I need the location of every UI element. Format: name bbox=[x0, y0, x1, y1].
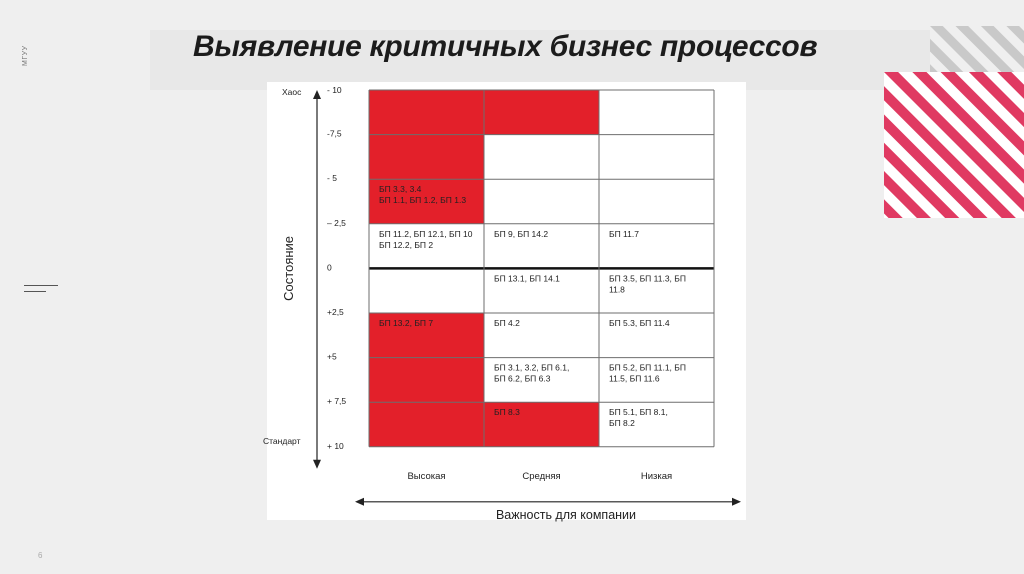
y-tick-label: +5 bbox=[327, 351, 337, 362]
x-category-label: Средняя bbox=[522, 470, 561, 482]
x-axis-arrow-left bbox=[355, 498, 364, 506]
matrix-cell bbox=[599, 179, 714, 224]
cell-label: БП 9, БП 14.2 bbox=[494, 228, 549, 239]
x-axis-arrow-right bbox=[732, 498, 741, 506]
cell-label: БП 8.3 bbox=[494, 407, 520, 418]
cell-label: БП 5.3, БП 11.4 bbox=[609, 318, 670, 328]
matrix-cell bbox=[369, 268, 484, 313]
matrix-cell bbox=[484, 135, 599, 180]
y-tick-label: + 7,5 bbox=[327, 396, 347, 407]
cell-label: БП 13.2, БП 7 bbox=[379, 318, 434, 328]
matrix-cell bbox=[369, 358, 484, 403]
x-category-label: Низкая bbox=[640, 470, 673, 482]
decorative-stripes-red bbox=[884, 72, 1024, 218]
y-tick-label: - 5 bbox=[327, 173, 337, 184]
cell-label: БП 3.3, 3.4 bbox=[379, 184, 422, 195]
cell-label: БП 1.1, БП 1.2, БП 1.3 bbox=[379, 195, 467, 206]
cell-label: БП 5.1, БП 8.1, bbox=[609, 407, 668, 418]
cell-label: БП 5.2, БП 11.1, БП bbox=[609, 362, 686, 373]
x-category-label: Высокая bbox=[407, 470, 446, 482]
cell-label: БП 4.2 bbox=[494, 318, 520, 328]
x-axis-title: Важность для компании bbox=[495, 507, 637, 522]
page-number: 6 bbox=[38, 551, 43, 560]
y-tick-label: + 10 bbox=[327, 440, 344, 451]
cell-label: 11.5, БП 11.6 bbox=[609, 373, 660, 384]
cell-label: БП 3.5, БП 11.3, БП bbox=[609, 273, 686, 284]
y-top-label: Хаос bbox=[282, 87, 302, 97]
cell-label: 11.8 bbox=[609, 284, 625, 295]
y-tick-label: 0 bbox=[327, 262, 332, 273]
cell-label: БП 11.2, БП 12.1, БП 10 bbox=[379, 228, 473, 239]
y-axis-arrow-down bbox=[313, 460, 321, 469]
page-title: Выявление критичных бизнес процессов bbox=[193, 30, 818, 63]
cell-label: БП 11.7 bbox=[609, 228, 639, 239]
matrix-cell bbox=[484, 179, 599, 224]
y-bottom-label: Стандарт bbox=[263, 435, 301, 446]
criticality-diagram bbox=[263, 82, 746, 522]
criticality-matrix bbox=[263, 82, 746, 522]
y-tick-label: +2,5 bbox=[327, 307, 344, 317]
y-tick-label: – 2,5 bbox=[327, 217, 346, 228]
cell-label: БП 3.1, 3.2, БП 6.1, bbox=[494, 362, 570, 373]
cell-label: БП 12.2, БП 2 bbox=[379, 239, 434, 250]
y-tick-label: -7,5 bbox=[327, 128, 342, 139]
matrix-cell bbox=[369, 402, 484, 447]
matrix-cell bbox=[599, 135, 714, 180]
cell-label: БП 6.2, БП 6.3 bbox=[494, 373, 551, 384]
matrix-cell bbox=[484, 90, 599, 135]
menu-lines bbox=[24, 285, 58, 295]
matrix-cell bbox=[599, 90, 714, 135]
cell-label: БП 13.1, БП 14.1 bbox=[494, 273, 560, 284]
matrix-cell bbox=[369, 90, 484, 135]
y-tick-label: - 10 bbox=[327, 85, 342, 95]
side-label: МГУУ bbox=[22, 45, 29, 66]
y-axis-arrow-up bbox=[313, 90, 321, 99]
y-axis-title: Состояние bbox=[281, 235, 296, 301]
matrix-cell bbox=[369, 135, 484, 180]
cell-label: БП 8.2 bbox=[609, 418, 635, 429]
